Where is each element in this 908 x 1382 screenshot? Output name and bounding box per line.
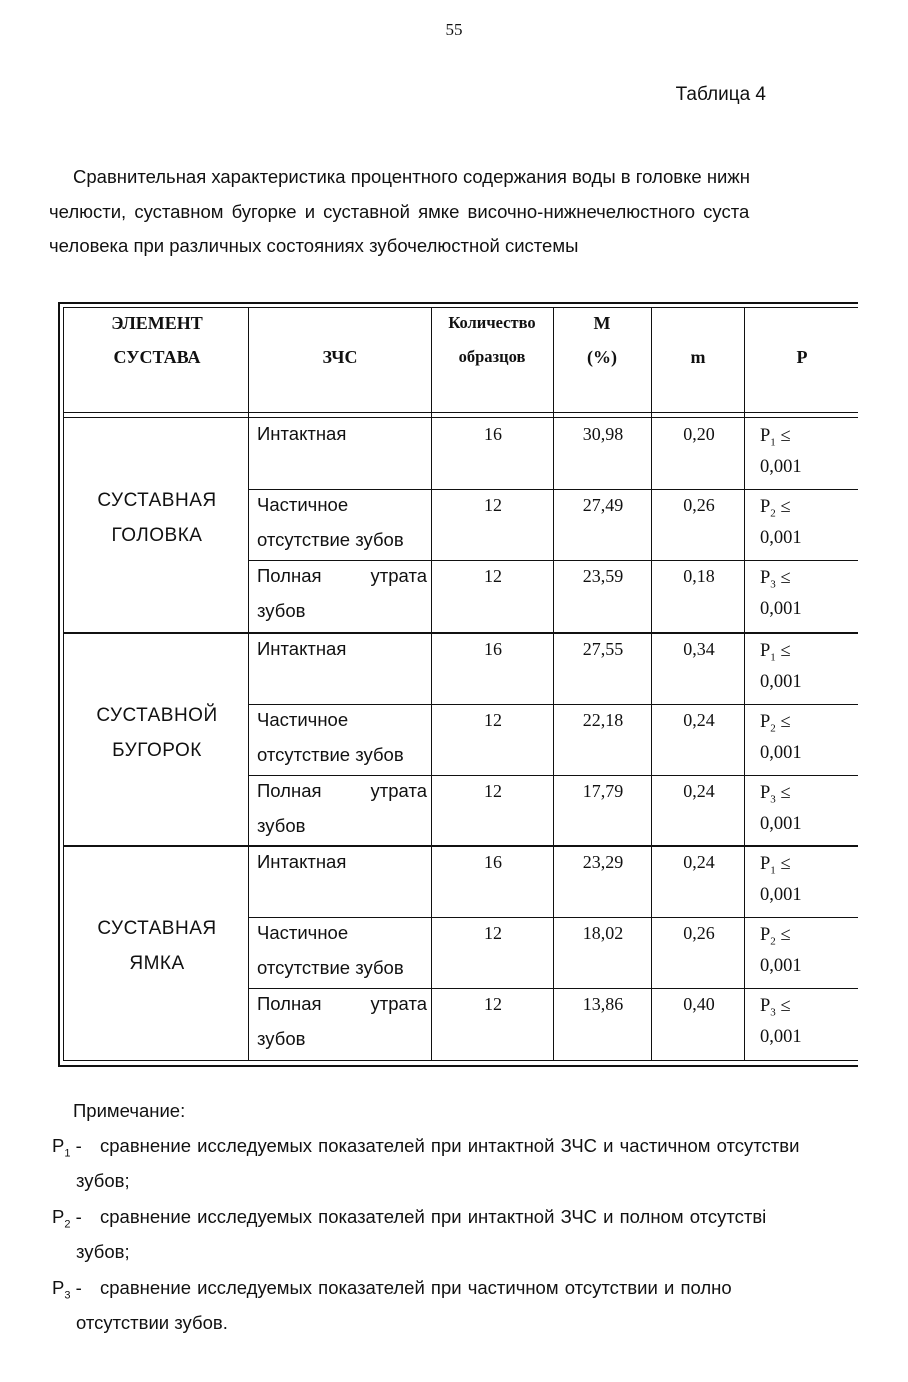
mean-cell: 18,02 (582, 923, 624, 943)
count-cell: 12 (484, 781, 502, 801)
table-rule (63, 632, 858, 634)
zchs-cell: Полная утрата зубов (257, 780, 427, 836)
error-cell: 0,24 (683, 781, 715, 801)
note-text: зубов; (76, 1170, 130, 1191)
count-cell: 12 (484, 566, 502, 586)
note-label: $P_2$ - (52, 1206, 82, 1231)
zchs-cell: Частичное отсутствие зубов (257, 709, 404, 765)
zchs-cell: Полная утрата зубов (257, 993, 427, 1049)
page-number: 55 (445, 20, 463, 39)
table-rule (63, 417, 858, 418)
p-value-cell: $P_2 \le 0,001$ (760, 497, 802, 548)
zchs-cell: Интактная (257, 423, 347, 444)
p-value-cell: $P_3 \le 0,001$ (760, 783, 802, 834)
table-rule (63, 307, 858, 308)
table-label: Таблица 4 (675, 84, 766, 105)
error-cell: 0,20 (683, 424, 715, 444)
note-text: сравнение исследуемых показателей при интактной ЗЧС и полном отсутстві (100, 1206, 767, 1227)
group-label: СУСТАВНАЯ ЯМКА (97, 918, 217, 974)
note-text: сравнение исследуемых показателей при частичном отсутствии и полно (100, 1277, 732, 1298)
count-cell: 16 (484, 424, 502, 444)
count-cell: 16 (484, 852, 502, 872)
mean-cell: 27,49 (582, 495, 624, 515)
group-label: СУСТАВНОЙ БУГОРОК (96, 705, 218, 761)
table-rule (63, 307, 64, 1061)
p-value-cell: $P_3 \le 0,001$ (760, 996, 802, 1047)
error-cell: 0,24 (683, 852, 715, 872)
count-cell: 12 (484, 710, 502, 730)
note-text: зубов; (76, 1241, 130, 1262)
table-rule (63, 1060, 858, 1061)
p-value-cell: $P_2 \le 0,001$ (760, 925, 802, 976)
mean-cell: 23,29 (582, 852, 624, 872)
p-value-cell: $P_1 \le 0,001$ (760, 426, 802, 477)
mean-cell: 17,79 (582, 781, 624, 801)
note-label: $P_3$ - (52, 1277, 82, 1302)
zchs-cell: Частичное отсутствие зубов (257, 494, 404, 550)
table-rule (431, 307, 432, 1060)
error-cell: 0,24 (683, 710, 715, 730)
zchs-cell: Интактная (257, 638, 347, 659)
table-rule (744, 307, 745, 1060)
p-value-cell: $P_1 \le 0,001$ (760, 641, 802, 692)
table-caption-line: человека при различных состояниях зубочелюстной системы (49, 235, 579, 256)
table-rule (63, 412, 858, 413)
count-cell: 12 (484, 994, 502, 1014)
group-label: СУСТАВНАЯ ГОЛОВКА (97, 490, 217, 546)
p-value-cell: $P_3 \le 0,001$ (760, 568, 802, 619)
table-rule (58, 302, 60, 1067)
zchs-cell: Интактная (257, 851, 347, 872)
mean-cell: 13,86 (582, 994, 624, 1014)
note-text: отсутствии зубов. (76, 1312, 228, 1333)
table-caption-line: челюсти, суставном бугорке и суставной ямке височно-нижнечелюстного суста (49, 201, 750, 222)
mean-cell: 23,59 (582, 566, 624, 586)
table-rule (553, 307, 554, 1060)
table-caption-line: Сравнительная характеристика процентного содержания воды в головке нижн (73, 166, 750, 187)
header-zchs: ЗЧС (322, 347, 358, 367)
table-rule (248, 307, 249, 1060)
error-cell: 0,26 (683, 495, 715, 515)
header-count: Количество образцов (448, 313, 536, 366)
table-rule (58, 1065, 858, 1067)
header-p: Р (796, 347, 808, 367)
count-cell: 16 (484, 639, 502, 659)
mean-cell: 30,98 (582, 424, 624, 444)
error-cell: 0,26 (683, 923, 715, 943)
count-cell: 12 (484, 923, 502, 943)
note-label: $P_1$ - (52, 1135, 82, 1160)
mean-cell: 22,18 (582, 710, 624, 730)
note-text: сравнение исследуемых показателей при интактной ЗЧС и частичном отсутстви (100, 1135, 800, 1156)
error-cell: 0,18 (683, 566, 715, 586)
p-value-cell: $P_1 \le 0,001$ (760, 854, 802, 905)
header-element: ЭЛЕМЕНТ СУСТАВА (111, 313, 203, 367)
error-cell: 0,40 (683, 994, 715, 1014)
table-rule (63, 845, 858, 847)
mean-cell: 27,55 (582, 639, 624, 659)
notes-heading: Примечание: (73, 1100, 186, 1121)
header-error: m (690, 347, 706, 367)
count-cell: 12 (484, 495, 502, 515)
zchs-cell: Полная утрата зубов (257, 565, 427, 621)
header-mean: М (%) (587, 313, 617, 367)
error-cell: 0,34 (683, 639, 715, 659)
p-value-cell: $P_2 \le 0,001$ (760, 712, 802, 763)
table-rule (651, 307, 652, 1060)
zchs-cell: Частичное отсутствие зубов (257, 922, 404, 978)
table-rule (58, 302, 858, 304)
